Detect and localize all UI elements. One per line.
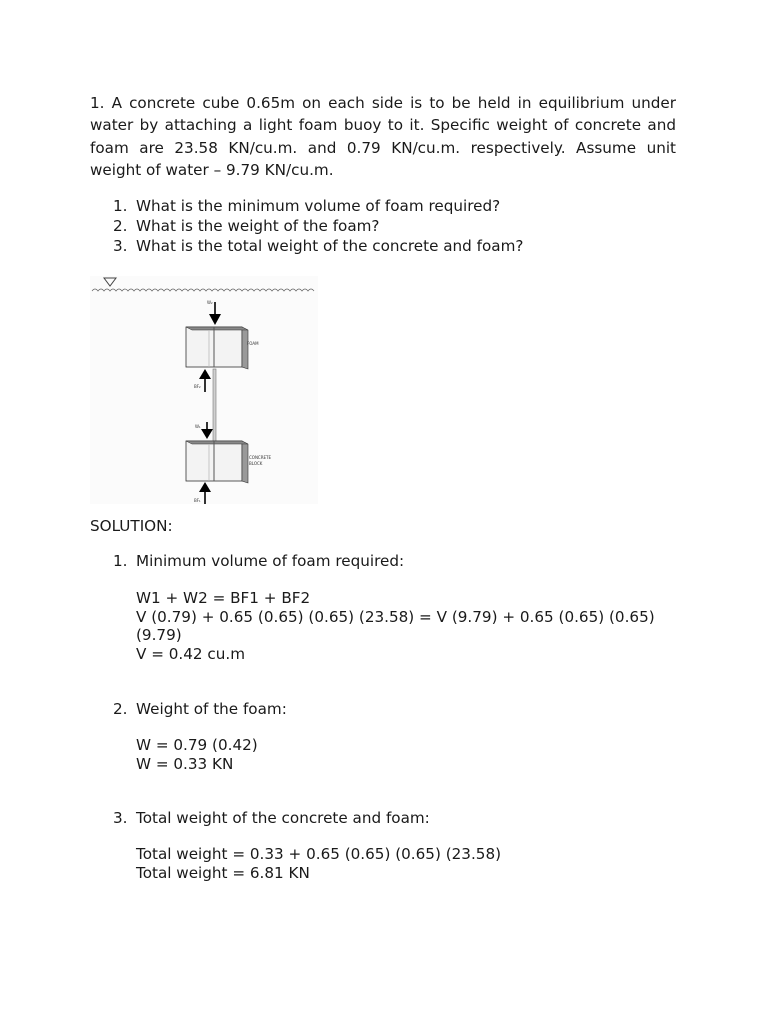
step-title: Total weight of the concrete and foam:: [136, 809, 430, 827]
equation-line: W = 0.33 KN: [136, 754, 234, 773]
step-number: 2.: [113, 700, 128, 718]
connecting-rod: [213, 369, 216, 443]
equation-line: W = 0.79 (0.42): [136, 736, 258, 754]
step-equations: [136, 845, 676, 882]
step-number: 1.: [113, 552, 128, 570]
question-item: 3. What is the total weight of the concrete and foam?: [113, 237, 524, 255]
bf1-label: BF₁: [194, 498, 201, 503]
step-title: Minimum volume of foam required:: [136, 552, 405, 570]
concrete-block: [186, 441, 248, 483]
step-equations: [136, 736, 676, 773]
concrete-label-line1: CONCRETE: [249, 455, 272, 460]
w2-label: W₂: [207, 300, 213, 305]
solution-heading: SOLUTION:: [90, 517, 173, 535]
equation-line: W1 + W2 = BF1 + BF2: [136, 589, 311, 607]
question-text: What is the weight of the foam?: [136, 217, 380, 235]
foam-block: [186, 327, 248, 369]
question-list: [90, 196, 690, 256]
question-text: What is the total weight of the concrete and foam?: [136, 237, 524, 255]
step-equations: [136, 589, 676, 663]
step-title: Weight of the foam:: [136, 700, 287, 718]
equation-line: V = 0.42 cu.m: [136, 644, 246, 663]
buoy-diagram: [90, 276, 318, 504]
foam-label: FOAM: [247, 341, 259, 346]
concrete-label-line2: BLOCK: [249, 461, 263, 466]
equation-line: (9.79): [136, 626, 182, 644]
step-number: 3.: [113, 809, 128, 827]
question-item: 1. What is the minimum volume of foam required?: [113, 197, 501, 215]
question-item: 2. What is the weight of the foam?: [113, 217, 380, 235]
question-text: What is the minimum volume of foam required?: [136, 197, 501, 215]
equation-line: Total weight = 0.33 + 0.65 (0.65) (0.65) (23.58): [136, 845, 502, 863]
bf2-label: BF₂: [194, 384, 201, 389]
w1-label: W₁: [195, 424, 201, 429]
equation-line: V (0.79) + 0.65 (0.65) (0.65) (23.58) = V (9.79) + 0.65 (0.65) (0.65): [136, 607, 655, 626]
problem-statement: 1. A concrete cube 0.65m on each side is to be held in equilibrium under water by attaching a light foam buoy to it. Specific weight of concrete and foam are 23.58 KN/cu.m. and 0.79 KN/cu.m. respectively. Assume unit weight of water – 9.79 KN/cu.m.: [90, 94, 676, 179]
equation-line: Total weight = 6.81 KN: [136, 863, 310, 882]
